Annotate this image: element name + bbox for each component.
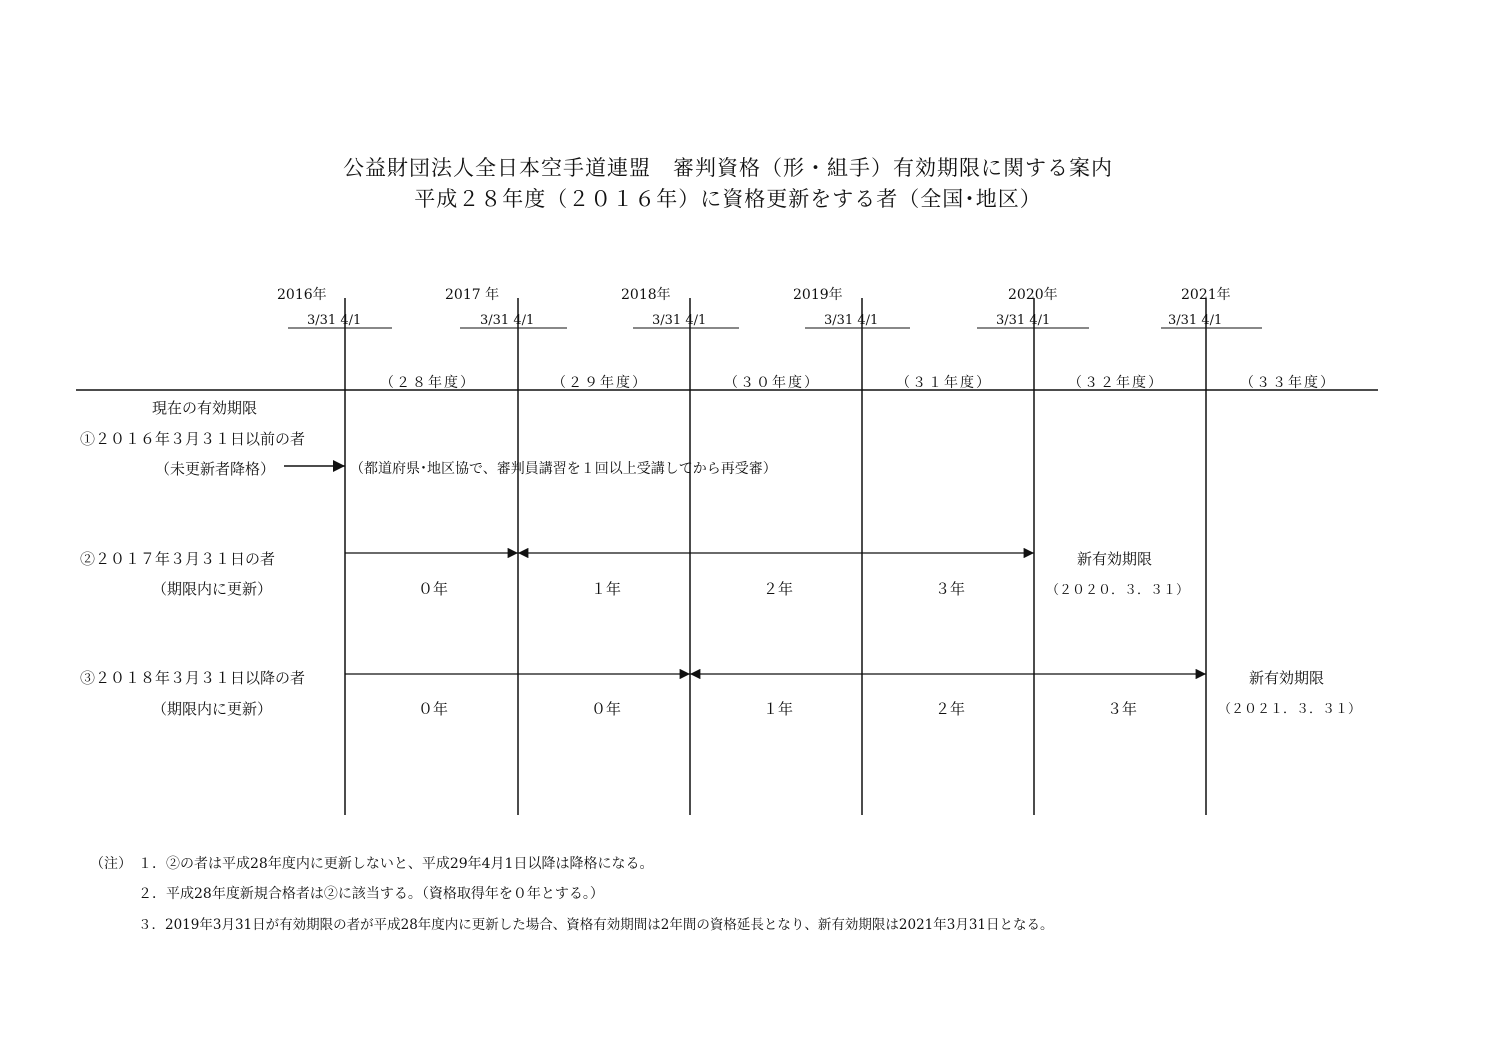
note-item: ３．2019年3月31日が有効期限の者が平成28年度内に更新した場合、資格有効期間は2年間の資格延長となり、新有効期限は2021年3月31日となる。 bbox=[138, 917, 1054, 933]
year-count: ０年 bbox=[417, 700, 448, 718]
row2-label: ②２０１７年３月３１日の者 bbox=[80, 550, 276, 568]
year-label: 2018年 bbox=[621, 287, 671, 303]
note-item: １．②の者は平成28年度内に更新しないと、平成29年4月1日以降は降格になる。 bbox=[138, 856, 654, 872]
fiscal-year-label: （３１年度） bbox=[896, 375, 992, 391]
current-expiry-heading: 現在の有効期限 bbox=[152, 399, 258, 417]
year-count: ３年 bbox=[1106, 700, 1137, 718]
year-label: 2021年 bbox=[1181, 287, 1231, 303]
year-label: 2017 年 bbox=[445, 287, 500, 303]
page-subtitle: 平成２８年度（２０１６年）に資格更新をする者（全国･地区） bbox=[414, 187, 1042, 211]
year-count: ２年 bbox=[934, 700, 965, 718]
fiscal-year-label: （３２年度） bbox=[1068, 375, 1164, 391]
date-label: 3/31 4/1 bbox=[652, 313, 707, 328]
date-label: 3/31 4/1 bbox=[480, 313, 535, 328]
year-count: ３年 bbox=[934, 580, 965, 598]
row2-new-expiry-label: 新有効期限 bbox=[1077, 550, 1153, 568]
date-label: 3/31 4/1 bbox=[996, 313, 1051, 328]
note-item: ２．平成28年度新規合格者は②に該当する。（資格取得年を０年とする。） bbox=[138, 886, 604, 902]
year-count: ０年 bbox=[590, 700, 621, 718]
date-label: 3/31 4/1 bbox=[307, 313, 362, 328]
date-label: 3/31 4/1 bbox=[1168, 313, 1223, 328]
fiscal-year-label: （２８年度） bbox=[380, 375, 476, 391]
year-count: １年 bbox=[762, 700, 793, 718]
year-count: ２年 bbox=[762, 580, 793, 598]
date-label: 3/31 4/1 bbox=[824, 313, 879, 328]
notes-prefix: （注） bbox=[90, 856, 132, 872]
fiscal-year-label: （３３年度） bbox=[1240, 375, 1336, 391]
year-count: １年 bbox=[590, 580, 621, 598]
row3-new-expiry-label: 新有効期限 bbox=[1249, 669, 1325, 687]
year-label: 2016年 bbox=[277, 287, 327, 303]
year-label: 2019年 bbox=[793, 287, 843, 303]
row1-sublabel: （未更新者降格） bbox=[155, 460, 276, 478]
row1-note: （都道府県･地区協で、審判員講習を１回以上受講してから再受審） bbox=[350, 461, 777, 477]
row1-label: ①２０１６年３月３１日以前の者 bbox=[80, 430, 306, 448]
row2-new-expiry-date: （２０２０．３．３１） bbox=[1046, 583, 1190, 598]
row3-label: ③２０１８年３月３１日以降の者 bbox=[80, 669, 306, 687]
fiscal-year-label: （２９年度） bbox=[552, 375, 648, 391]
fiscal-year-label: （３０年度） bbox=[724, 375, 820, 391]
page-title: 公益財団法人全日本空手道連盟 審判資格（形・組手）有効期限に関する案内 bbox=[343, 156, 1113, 180]
year-label: 2020年 bbox=[1008, 287, 1058, 303]
row3-new-expiry-date: （２０２１．３．３１） bbox=[1218, 702, 1362, 717]
year-count: ０年 bbox=[417, 580, 448, 598]
row3-sublabel: （期限内に更新） bbox=[152, 700, 273, 718]
row2-sublabel: （期限内に更新） bbox=[152, 580, 273, 598]
